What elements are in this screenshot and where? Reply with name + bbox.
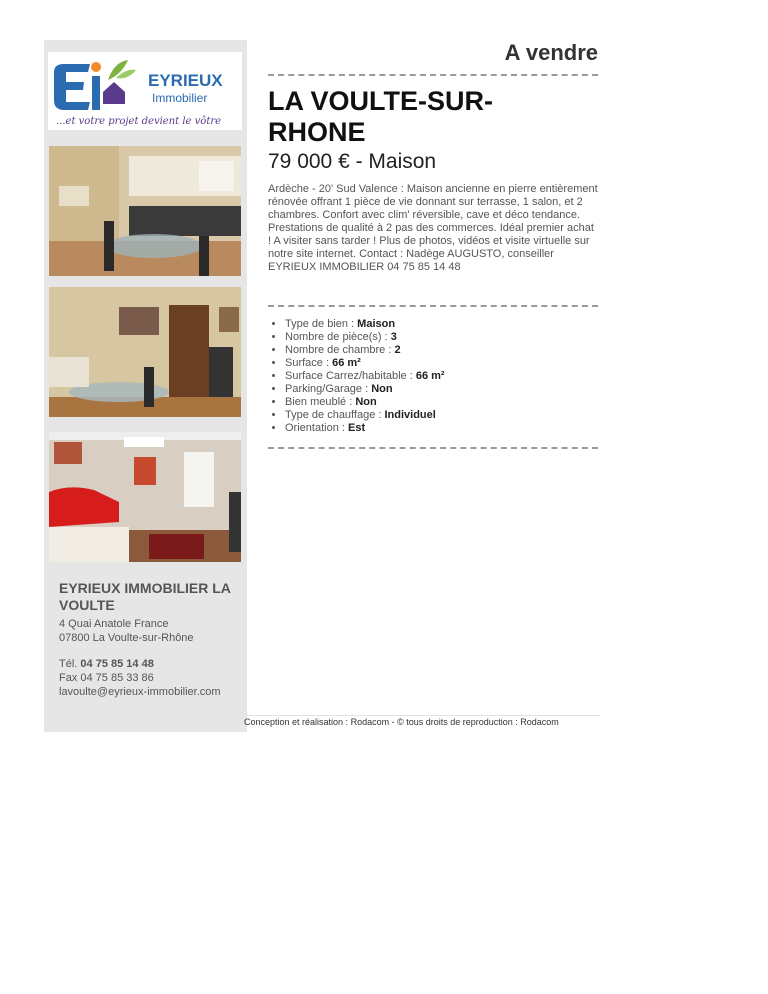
feature-item: • Type de bien : Maison [285, 318, 615, 331]
feature-item: • Type de chauffage : Individuel [285, 409, 615, 422]
feature-item: • Surface : 66 m² [285, 357, 615, 370]
divider-middle [268, 305, 598, 307]
property-photo-living[interactable] [49, 287, 241, 417]
logo-letter-i [92, 76, 100, 110]
agency-name: EYRIEUX IMMOBILIER LA VOULTE [59, 580, 231, 613]
feature-item: • Parking/Garage : Non [285, 383, 615, 396]
listing-title: LA VOULTE-SUR-RHONE [268, 86, 493, 147]
property-photo-bedroom[interactable] [49, 432, 241, 562]
house-icon [103, 82, 125, 104]
logo-sub: Immobilier [152, 91, 208, 105]
footer-divider [244, 715, 600, 716]
feature-item: • Nombre de chambre : 2 [285, 344, 615, 357]
logo-tagline: ...et votre projet devient le vôtre [56, 116, 222, 127]
feature-list [268, 318, 615, 435]
feature-item: • Surface Carrez/habitable : 66 m² [285, 370, 615, 383]
feature-item: • Bien meublé : Non [285, 396, 615, 409]
eyrieux-logo-mark [48, 52, 242, 130]
agency-fax: Fax 04 75 85 33 86 [59, 672, 154, 684]
divider-bottom [268, 447, 598, 449]
feature-item: • Orientation : Est [285, 422, 615, 435]
feature-item: • Nombre de pièce(s) : 3 [285, 331, 615, 344]
living-photo-icon [49, 287, 241, 417]
logo-dot-icon [91, 62, 101, 72]
footer-credits: Conception et réalisation : Rodacom - © tous droits de reproduction : Rodacom [244, 717, 559, 727]
listing-price: 79 000 € - Maison [268, 150, 437, 173]
logo-letter-e [54, 64, 90, 110]
property-photo-kitchen[interactable] [49, 146, 241, 276]
agency-phone-number[interactable]: 04 75 85 14 48 [80, 658, 154, 670]
agency-contact [59, 580, 244, 699]
bedroom-photo-icon [49, 432, 241, 562]
divider-top [268, 74, 598, 76]
logo-brand: EYRIEUX [148, 71, 223, 90]
listing-status: A vendre [504, 40, 598, 65]
agency-address-line2: 07800 La Voulte-sur-Rhône [59, 632, 194, 644]
agency-phone [59, 657, 244, 671]
listing-description: Ardèche - 20' Sud Valence : Maison ancienne en pierre entièrement rénovée offrant 1 pièce de vie donnant sur terrasse, 1 salon, et 2 chambres. Confort avec clim' réversible, cave et déco tendance. Prestations de qualité à 2 pas des commerces. Idéal premier achat ! A visiter sans tarder ! Plus de photos, vidéos et visite virtuelle sur notre site internet. Contact : Nadège AUGUSTO, conseiller EYRIEUX IMMOBILIER 04 75 85 14 48 [268, 183, 598, 273]
agency-email[interactable]: lavoulte@eyrieux-immobilier.com [59, 686, 221, 698]
kitchen-photo-icon [49, 146, 241, 276]
agency-address-line1: 4 Quai Anatole France [59, 618, 169, 630]
agency-phone-label: Tél. [59, 658, 81, 670]
agency-logo[interactable] [48, 52, 242, 130]
